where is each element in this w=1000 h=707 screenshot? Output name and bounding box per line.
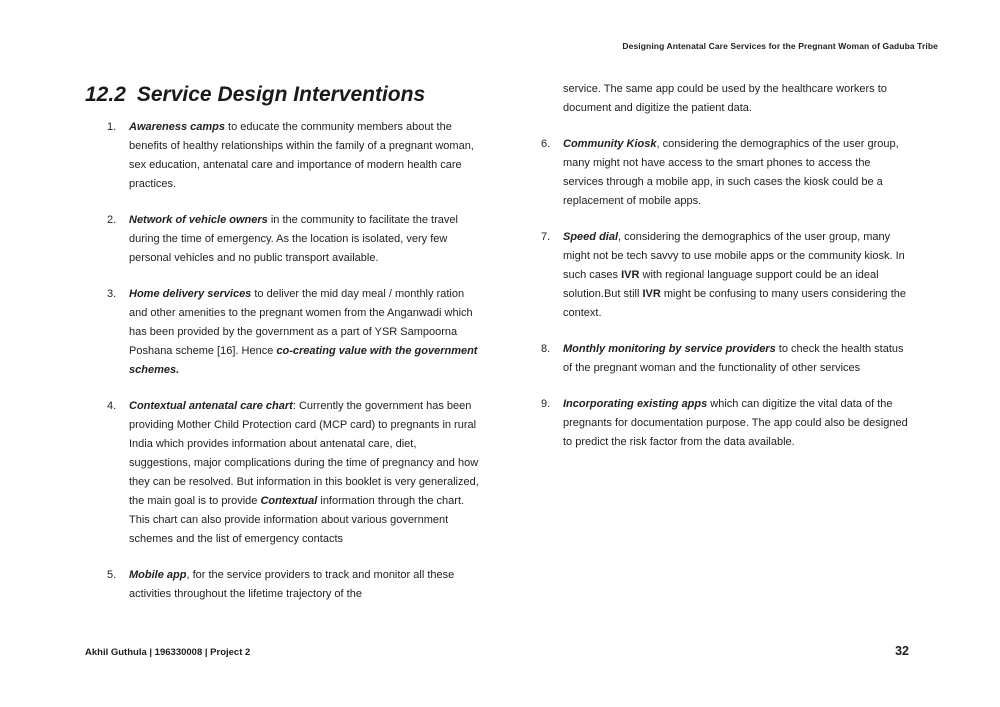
list-item bbox=[107, 566, 481, 604]
text-segment: Monthly monitoring by service providers bbox=[563, 343, 776, 355]
list-item-number: 6. bbox=[541, 138, 551, 150]
list-item bbox=[107, 211, 481, 268]
text-segment: Home delivery services bbox=[129, 288, 252, 300]
text-segment: , for the service providers to track and monitor all these activities throughout the lifetime trajectory of the bbox=[129, 569, 455, 600]
list-item-number: 4. bbox=[107, 400, 117, 412]
left-column-list bbox=[107, 118, 481, 621]
footer-author-line: Akhil Guthula | 196330008 | Project 2 bbox=[85, 647, 251, 658]
text-segment: , considering the demographics of the user group, many might not have access to the smart phones to access the services through a mobile app, in such cases the kiosk could be a replacement of mobile apps. bbox=[563, 138, 899, 207]
list-item-number: 8. bbox=[541, 343, 551, 355]
text-segment: IVR bbox=[642, 288, 661, 300]
right-column-list bbox=[541, 80, 913, 469]
text-segment: Awareness camps bbox=[129, 121, 225, 133]
text-segment: , considering the demographics of the user group, many might not be tech savvy to use mobile apps or the community kiosk. In such cases bbox=[563, 231, 905, 281]
list-item bbox=[541, 135, 913, 211]
text-segment: Community Kiosk bbox=[563, 138, 657, 150]
text-segment: : Currently the government has been providing Mother Child Protection card (MCP card) to pregnants in rural India which provides information about antenatal care, diet, suggestions, major complications during the time of pregnancy and how they can be resolved. But information in this booklet is very generalized, the main goal is to provide bbox=[129, 400, 479, 507]
text-segment: Contextual antenatal care chart bbox=[129, 400, 293, 412]
text-segment: service. The same app could be used by the healthcare workers to document and digitize the patient data. bbox=[563, 83, 887, 114]
text-segment: which can digitize the vital data of the pregnants for documentation purpose. The app could also be designed to predict the risk factor from the data available. bbox=[563, 398, 908, 448]
list-item-text bbox=[563, 80, 913, 118]
text-segment: to educate the community members about the benefits of healthy relationships within the family of a pregnant woman, sex education, antenatal care and importance of modern health care practices. bbox=[129, 121, 474, 190]
text-segment: with regional language support could be an ideal solution.But still bbox=[563, 269, 879, 300]
list-item-text bbox=[129, 566, 481, 604]
list-item-text bbox=[129, 285, 481, 380]
footer-page-number: 32 bbox=[895, 644, 909, 658]
text-segment: information through the chart. This chart can also provide information about various government schemes and the list of emergency contacts bbox=[129, 495, 465, 545]
list-item bbox=[107, 285, 481, 380]
text-segment: Speed dial bbox=[563, 231, 619, 243]
text-segment: Network of vehicle owners bbox=[129, 214, 268, 226]
list-item-text bbox=[563, 395, 913, 452]
section-number: 12.2 bbox=[85, 83, 126, 106]
list-item-text bbox=[129, 118, 481, 194]
text-segment: Incorporating existing apps bbox=[563, 398, 708, 410]
list-item-text bbox=[563, 228, 913, 323]
text-segment: IVR bbox=[621, 269, 640, 281]
list-item-text bbox=[129, 211, 481, 268]
list-item bbox=[107, 118, 481, 194]
list-item bbox=[541, 228, 913, 323]
list-item bbox=[107, 397, 481, 549]
text-segment: might be confusing to many users considering the context. bbox=[563, 288, 907, 319]
section-title: Service Design Interventions bbox=[136, 83, 426, 106]
list-item-number: 9. bbox=[541, 398, 551, 410]
list-item-text bbox=[129, 397, 481, 549]
list-item-number: 5. bbox=[107, 569, 117, 581]
text-segment: co-creating value with the government schemes. bbox=[129, 345, 478, 376]
list-item-text bbox=[563, 340, 913, 378]
list-item-number: 2. bbox=[107, 214, 117, 226]
list-item bbox=[541, 395, 913, 452]
list-item-number: 1. bbox=[107, 121, 117, 133]
section-heading bbox=[85, 83, 425, 107]
running-header: Designing Antenatal Care Services for the Pregnant Woman of Gaduba Tribe bbox=[622, 41, 938, 51]
list-item-number: 7. bbox=[541, 231, 551, 243]
list-item bbox=[541, 340, 913, 378]
list-item-text bbox=[563, 135, 913, 211]
text-segment: Contextual bbox=[260, 495, 318, 507]
list-item-number: 3. bbox=[107, 288, 117, 300]
text-segment: in the community to facilitate the travel during the time of emergency. As the location is isolated, very few personal vehicles and no public transport available. bbox=[129, 214, 458, 264]
text-segment: Mobile app bbox=[129, 569, 187, 581]
list-item-continuation bbox=[541, 80, 913, 118]
text-segment: to deliver the mid day meal / monthly ration and other amenities to the pregnant women from the Anganwadi which has been provided by the government as a part of YSR Sampoorna Poshana scheme [16]. Hence bbox=[129, 288, 473, 357]
text-segment: to check the health status of the pregnant woman and the functionality of other services bbox=[563, 343, 904, 374]
list-item-number bbox=[541, 80, 563, 118]
